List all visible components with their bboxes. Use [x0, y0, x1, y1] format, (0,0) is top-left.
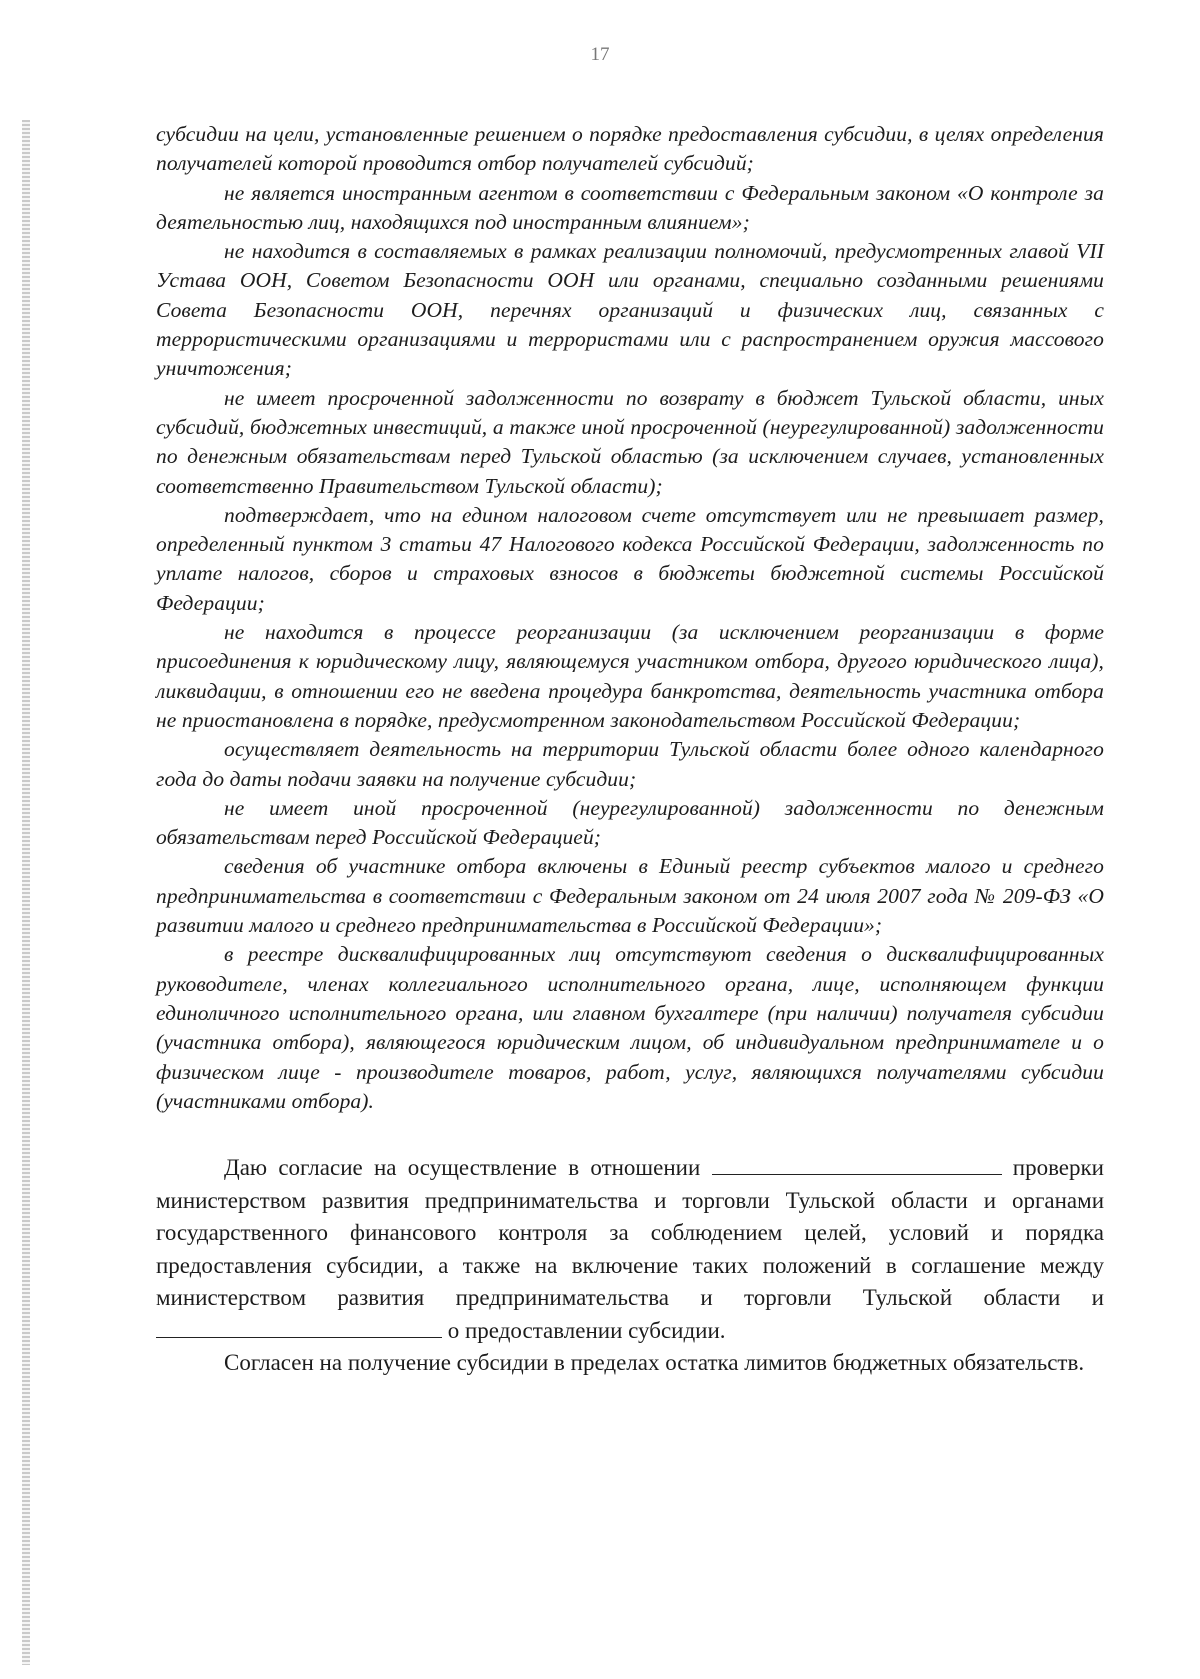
condition-item: не является иностранным агентом в соответствии с Федеральным законом «О контроле за деятельностью лиц, находящихся под иностранным влиянием»; [156, 180, 1104, 234]
conditions-list [156, 120, 1104, 1116]
applicant-name-blank[interactable] [712, 1173, 1002, 1175]
agreement-paragraph: Согласен на получение субсидии в пределах остатка лимитов бюджетных обязательств. [224, 1350, 1085, 1376]
condition-item: не имеет просроченной задолженности по возврату в бюджет Тульской области, иных субсидий, бюджетных инвестиций, а также иной просроченной (неурегулированной) задолженности по денежным обязательствам перед Тульской областью (за исключением случаев, установленных соответственно Правительством Тульской области); [156, 385, 1104, 498]
document-body [156, 120, 1104, 1380]
condition-item: не имеет иной просроченной (неурегулированной) задолженности по денежным обязательствам перед Российской Федерацией; [156, 795, 1104, 850]
consent-section [156, 1152, 1104, 1380]
consent-text-3: о предоставлении субсидии. [442, 1317, 726, 1343]
consent-text-1: Даю согласие на осуществление в отношении [224, 1155, 712, 1181]
condition-item: субсидии на цели, установленные решением о порядке предоставления субсидии, в целях определения получателей которой проводится отбор получателей субсидий; [156, 122, 1104, 176]
recipient-name-blank[interactable] [156, 1336, 442, 1338]
consent-paragraph [156, 1152, 1104, 1347]
page-number: 17 [590, 44, 610, 65]
condition-item: подтверждает, что на едином налоговом счете отсутствует или не превышает размер, определенный пунктом 3 статьи 47 Налогового кодекса Российской Федерации, задолженность по уплате налогов, сборов и страховых взносов в бюджеты бюджетной системы Российской Федерации; [156, 502, 1104, 615]
condition-item: не находится в составляемых в рамках реализации полномочий, предусмотренных главой VII Устава ООН, Советом Безопасности ООН или органами, специально созданными решениями Совета Безопасности ООН, перечнях организаций и физических лиц, связанных с террористическими организациями и террористами или с распространением оружия массового уничтожения; [156, 239, 1104, 381]
condition-item: сведения об участнике отбора включены в Единый реестр субъектов малого и среднего предпринимательства в соответствии с Федеральным законом от 24 июля 2007 года № 209-ФЗ «О развитии малого и среднего предпринимательства в Российской Федерации»; [156, 854, 1104, 938]
scan-edge-artifact [22, 120, 30, 1665]
consent-text-2: проверки министерством развития предпринимательства и торговли Тульской области и органами государственного финансового контроля за соблюдением целей, условий и порядка предоставления субсидии, а также на включение таких положений в соглашение между министерством развития предпринимательства и торговли Тульской области и [156, 1155, 1104, 1311]
condition-item: в реестре дисквалифицированных лиц отсутствуют сведения о дисквалифицированных руководителе, членах коллегиального исполнительного органа, лице, исполняющем функции единоличного исполнительного органа, или главном бухгалтере (при наличии) получателя субсидии (участника отбора), являющегося юридическим лицом, об индивидуальном предпринимателе и о физическом лице - производителе товаров, работ, услуг, являющихся получателями субсидии (участниками отбора). [156, 942, 1104, 1113]
condition-item: осуществляет деятельность на территории Тульской области более одного календарного года до даты подачи заявки на получение субсидии; [156, 737, 1104, 791]
condition-item: не находится в процессе реорганизации (за исключением реорганизации в форме присоединения к юридическому лицу, являющемуся участником отбора, другого юридического лица), ликвидации, в отношении его не введена процедура банкротства, деятельность участника отбора не приостановлена в порядке, предусмотренном законодательством Российской Федерации; [156, 620, 1104, 732]
